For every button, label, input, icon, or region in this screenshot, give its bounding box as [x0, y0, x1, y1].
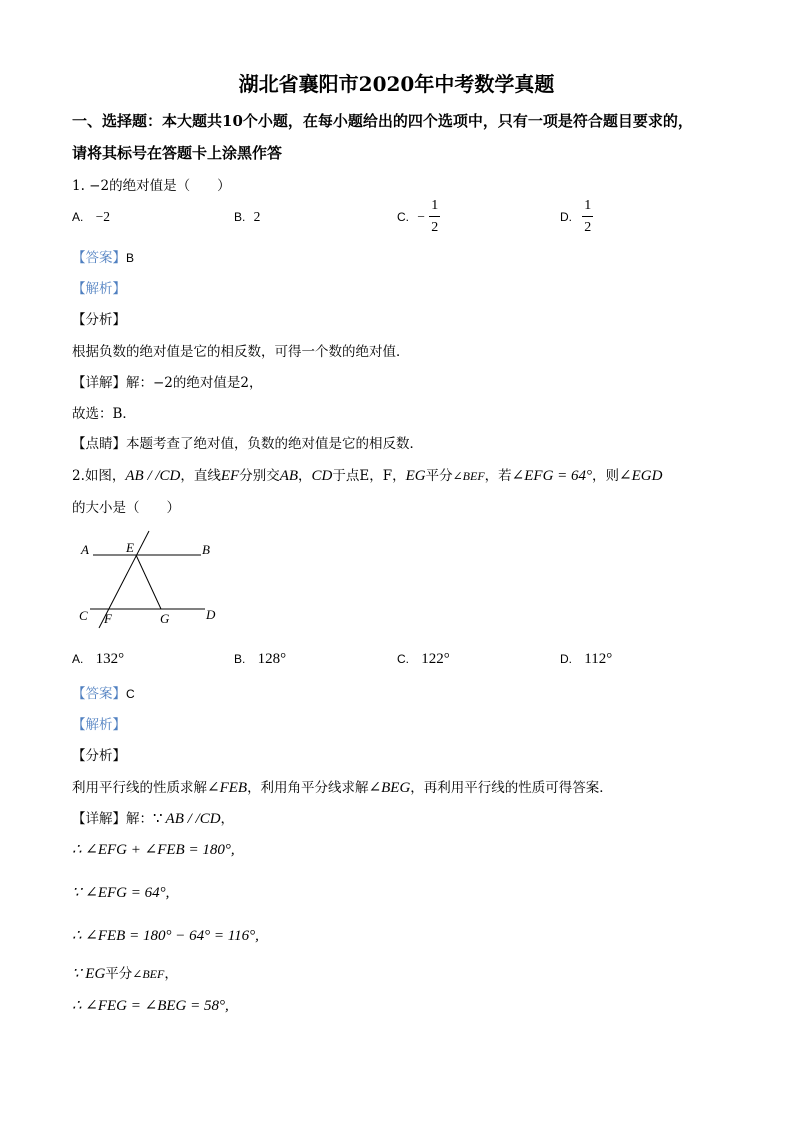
- q1-option-c-fraction: [429, 198, 440, 236]
- q2-stem-part: ，直线: [180, 468, 221, 484]
- q2-option-c: [397, 651, 450, 668]
- q2-figure: [72, 528, 232, 632]
- section-heading-line2: 请将其标号在答题卡上涂黑作答: [72, 144, 283, 162]
- label-g: G: [160, 611, 170, 626]
- q2-detail-tag: 【详解】: [72, 811, 126, 827]
- q1-comment-text: 本题考查了绝对值，负数的绝对值是它的相反数．: [126, 436, 423, 452]
- q1-option-c-sign: −: [417, 209, 425, 224]
- label-b: B: [202, 542, 210, 557]
- q1-fenxi-tag: 【分析】: [72, 312, 126, 328]
- q2-step4-text: ，: [164, 966, 178, 982]
- q1-fenxi-text: 根据负数的绝对值是它的相反数，可得一个数的绝对值．: [72, 344, 410, 360]
- q2-step-3: ∴ ∠FEB = 180° − 64° = 116°,: [72, 928, 259, 944]
- q2-option-a-value: 132°: [95, 651, 125, 667]
- q1-option-b-value: 2: [253, 209, 261, 224]
- q2-stem-part: ，: [298, 468, 312, 484]
- q2-option-b-value: 128°: [257, 651, 287, 667]
- q1-option-d-label: D.: [560, 210, 572, 224]
- q1-option-a-value: −2: [95, 209, 111, 224]
- q2-step-4: [72, 962, 178, 983]
- q2-option-b: [234, 651, 286, 668]
- q2-stem-math: EF: [220, 468, 240, 484]
- q2-stem-math: CD: [311, 468, 333, 484]
- q2-step4-text: 平分: [105, 966, 133, 982]
- q1-analysis-tag: 【解析】: [72, 281, 126, 297]
- q1-answer-value: B: [126, 251, 135, 265]
- q2-step4-math: ∠BEF: [132, 967, 165, 981]
- q2-option-c-value: 122°: [421, 651, 450, 667]
- q2-answer-value: C: [126, 687, 135, 701]
- q2-stem-part: ，则: [592, 468, 620, 484]
- q2-stem-line2: 的大小是（ ）: [72, 500, 180, 516]
- q2-option-a-label: A.: [72, 652, 84, 666]
- q1-option-d-fraction: [582, 198, 593, 236]
- q2-stem-math: ∠BEF: [452, 469, 485, 483]
- q1-option-b-label: B.: [234, 210, 246, 224]
- q1-comment-tag: 【点睛】: [72, 436, 126, 452]
- q2-option-d: [560, 651, 612, 668]
- q1-detail-text: 解：−2的绝对值是2，: [126, 375, 263, 391]
- segment-eg: [136, 555, 161, 609]
- q1-option-b: [234, 209, 260, 225]
- q2-step4-math: ∵ EG: [72, 966, 106, 982]
- label-e: E: [126, 540, 134, 555]
- q2-stem-math: ∠EGD: [619, 468, 663, 484]
- q1-option-a-label: A.: [72, 210, 84, 224]
- q1-comment: [72, 432, 423, 452]
- q2-option-d-value: 112°: [584, 651, 613, 667]
- q2-stem-math: ∠EFG = 64°: [511, 468, 593, 484]
- q2-stem-part: 2.如图，: [72, 468, 126, 484]
- q2-answer: [72, 682, 135, 702]
- q2-fenxi-part: 利用平行线的性质求解: [72, 780, 207, 796]
- q2-stem-part: 分别交: [239, 468, 280, 484]
- q2-fenxi-part: ，利用角平分线求解: [247, 780, 369, 796]
- q2-fenxi-part: ，再利用平行线的性质可得答案．: [410, 780, 613, 796]
- q2-option-b-label: B.: [234, 652, 246, 666]
- q2-fenxi-text: [72, 776, 613, 797]
- page-title: 湖北省襄阳市2020年中考数学真题: [238, 72, 555, 96]
- q2-option-a: [72, 651, 124, 668]
- q1-answer-tag: 【答案】: [72, 250, 126, 266]
- q2-detail-math: AB / /CD: [165, 811, 221, 827]
- q2-detail: [72, 807, 234, 828]
- q2-stem-part: 于点E，F，: [332, 468, 406, 484]
- q2-detail-part: ，: [220, 811, 235, 827]
- q1-option-c: [397, 198, 440, 236]
- q2-stem-math: AB: [279, 468, 299, 484]
- q2-option-d-label: D.: [560, 652, 572, 666]
- q1-option-d: [560, 198, 593, 236]
- q2-fenxi-tag: 【分析】: [72, 748, 126, 764]
- q2-stem-line1: [72, 464, 662, 485]
- label-a: A: [81, 542, 89, 557]
- q2-stem-math: AB / /CD: [125, 468, 181, 484]
- q1-option-d-denominator: 2: [584, 220, 592, 235]
- q2-stem-math: EG: [405, 468, 426, 484]
- q2-because-symbol: ∵: [153, 811, 163, 827]
- label-d: D: [206, 607, 216, 622]
- q2-step-2: ∵ ∠EFG = 64°,: [72, 885, 170, 901]
- q2-analysis-tag: 【解析】: [72, 717, 126, 733]
- q1-choose: 故选：B．: [72, 406, 136, 422]
- q2-step-1: ∴ ∠EFG + ∠FEB = 180°,: [72, 842, 235, 858]
- q1-option-c-label: C.: [397, 210, 409, 224]
- q1-option-a: [72, 209, 110, 225]
- q1-option-d-numerator: 1: [582, 198, 593, 217]
- q1-answer: [72, 246, 134, 266]
- q1-detail-tag: 【详解】: [72, 375, 126, 391]
- q2-stem-part: ，若: [484, 468, 512, 484]
- label-f: F: [104, 611, 112, 626]
- q2-option-c-label: C.: [397, 652, 409, 666]
- q1-option-c-numerator: 1: [429, 198, 440, 217]
- q2-step-5: ∴ ∠FEG = ∠BEG = 58°,: [72, 998, 229, 1014]
- q1-option-c-denominator: 2: [431, 220, 439, 235]
- q1-detail: [72, 371, 263, 391]
- q2-stem-part: 平分: [425, 468, 453, 484]
- q2-detail-part: 解：: [126, 811, 153, 827]
- q2-fenxi-math: ∠FEB: [207, 780, 248, 796]
- label-c: C: [79, 608, 88, 623]
- q2-answer-tag: 【答案】: [72, 686, 126, 702]
- q2-fenxi-math: ∠BEG: [368, 780, 411, 796]
- q1-stem: 1. −2的绝对值是（ ）: [72, 178, 231, 194]
- section-heading-line1: 一、选择题：本大题共10个小题，在每小题给出的四个选项中，只有一项是符合题目要求的，: [72, 112, 693, 130]
